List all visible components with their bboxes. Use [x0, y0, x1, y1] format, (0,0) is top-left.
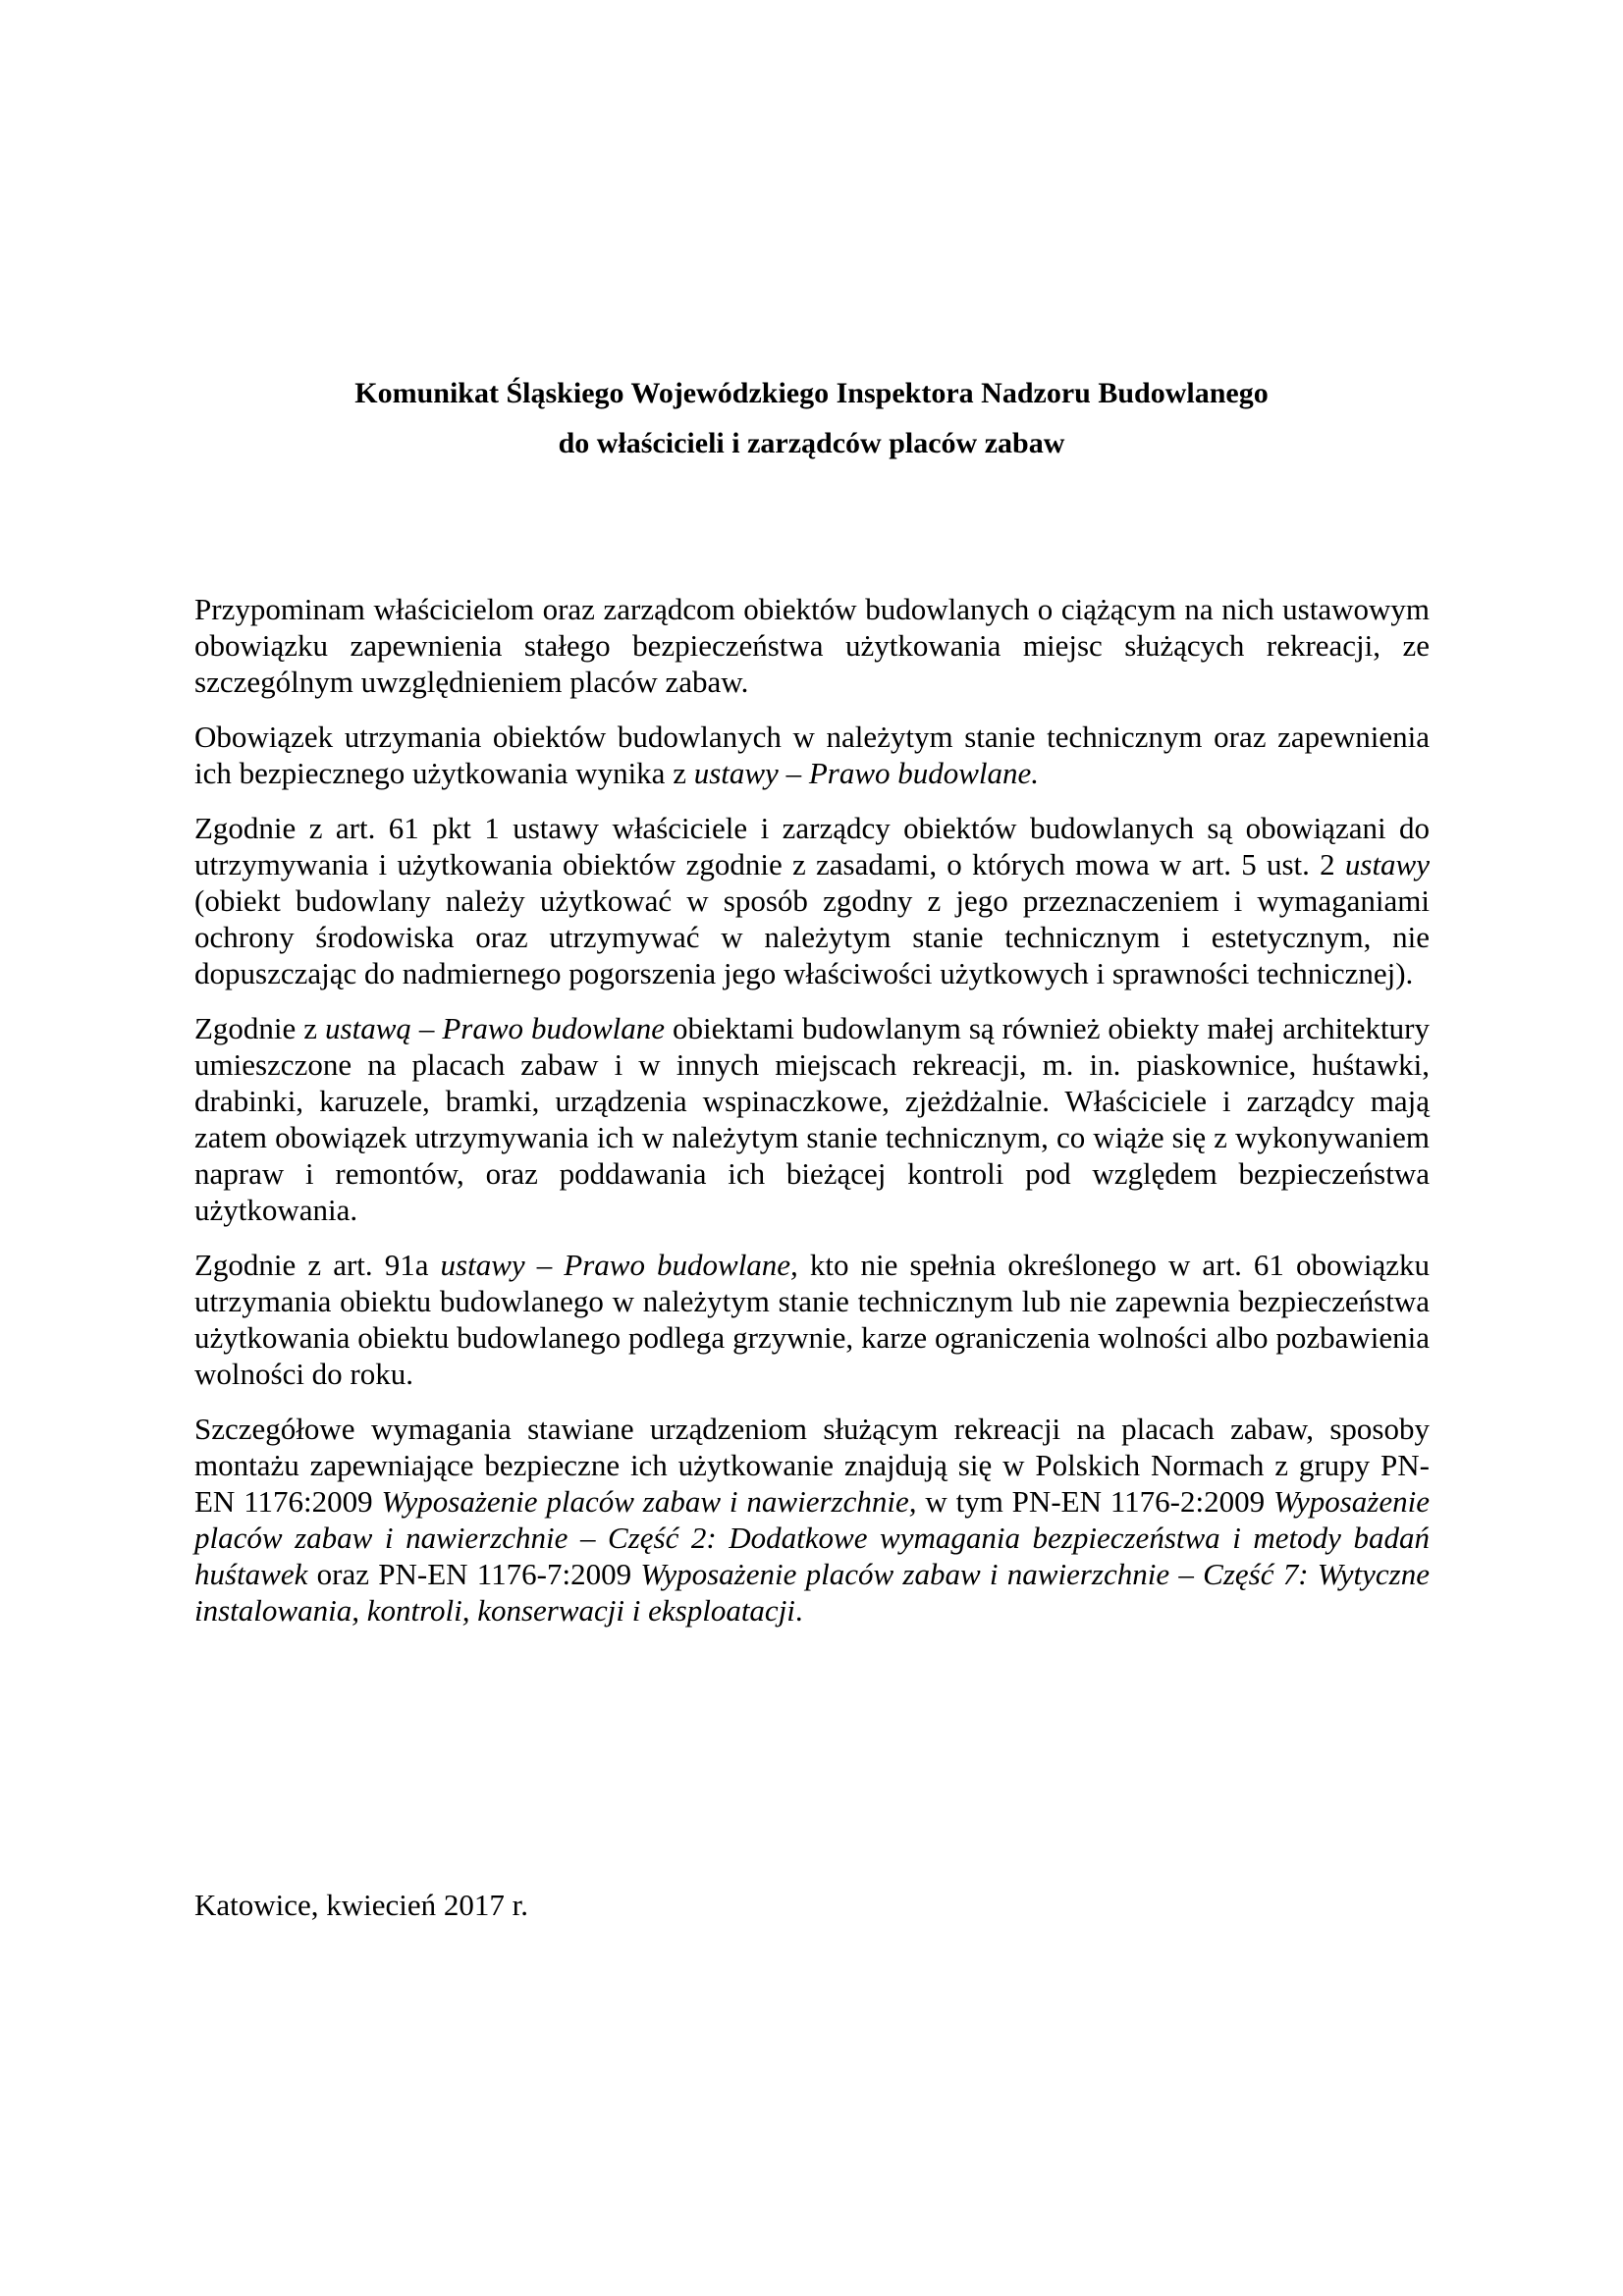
- paragraph-4: [194, 1010, 1430, 1228]
- place-and-date: Katowice, kwiecień 2017 r.: [194, 1888, 529, 1922]
- paragraph-text: Przypominam właścicielom oraz zarządcom obiektów budowlanych o ciążącym na nich ustawowym obowiązku zapewnienia stałego bezpieczeństwa użytkowania miejsc służących rekreacji, ze szczególnym uwzględnieniem placów zabaw.: [194, 592, 1430, 699]
- paragraph-text: .: [794, 1593, 803, 1628]
- paragraph-text: Obowiązek utrzymania obiektów budowlanych w należytym stanie technicznym oraz zapewnienia ich bezpiecznego użytkowania wynika z: [194, 720, 1430, 790]
- standard-title: Wyposażenie placów zabaw i nawierzchnie,: [381, 1484, 917, 1519]
- document-subtitle: do właścicieli i zarządców placów zabaw: [558, 427, 1065, 459]
- statute-reference: ustawy – Prawo budowlane,: [440, 1248, 798, 1282]
- paragraph-1: [194, 591, 1430, 700]
- paragraph-5: [194, 1247, 1430, 1392]
- standard-title: Wyposażenie placów zabaw i nawierzchnie – Część 7: Wytyczne instalowania, kontroli, konserwacji i eksploatacji: [194, 1557, 1431, 1628]
- paragraph-2: [194, 719, 1430, 791]
- statute-reference: ustawy – Prawo budowlane.: [693, 756, 1040, 790]
- paragraph-text: Szczegółowe wymagania stawiane urządzeniom służącym rekreacji na placach zabaw, sposoby montażu zapewniające bezpieczne ich użytkowanie znajdują się w Polskich Normach z grupy PN-EN 1176:2009: [194, 1412, 1430, 1519]
- document-body: [194, 591, 1430, 1629]
- statute-reference: ustawy: [1344, 847, 1430, 881]
- document-title: Komunikat Śląskiego Wojewódzkiego Inspektora Nadzoru Budowlanego: [354, 377, 1269, 409]
- paragraph-text: oraz PN-EN 1176-7:2009: [307, 1557, 641, 1591]
- paragraph-text: Zgodnie z art. 61 pkt 1 ustawy właściciele i zarządcy obiektów budowlanych są obowiązani do utrzymywania i użytkowania obiektów zgodnie z zasadami, o których mowa w art. 5 ust. 2: [194, 811, 1430, 881]
- paragraph-text: Zgodnie z: [194, 1011, 326, 1045]
- paragraph-text: Zgodnie z art. 91a: [194, 1248, 441, 1282]
- paragraph-6: [194, 1411, 1430, 1629]
- standard-title: Wyposażenie placów zabaw i nawierzchnie – Część 2: Dodatkowe wymagania bezpieczeństwa i metody badań huśtawek: [194, 1484, 1430, 1591]
- paragraph-text: w tym PN-EN 1176-2:2009: [916, 1484, 1273, 1519]
- paragraph-3: [194, 810, 1430, 991]
- paragraph-text: obiektami budowlanym są również obiekty małej architektury umieszczone na placach zabaw i w innych miejscach rekreacji, m. in. piaskownice, huśtawki, drabinki, karuzele, bramki, urządzenia wspinaczkowe, zjeżdżalnie. Właściciele i zarządcy mają zatem obowiązek utrzymywania ich w należytym stanie technicznym, co wiąże się z wykonywaniem napraw i remontów, oraz poddawania ich bieżącej kontroli pod względem bezpieczeństwa użytkowania.: [194, 1011, 1430, 1227]
- paragraph-text: kto nie spełnia określonego w art. 61 obowiązku utrzymania obiektu budowlanego w należytym stanie technicznym lub nie zapewnia bezpieczeństwa użytkowania obiektu budowlanego podlega grzywnie, karze ograniczenia wolności albo pozbawienia wolności do roku.: [194, 1248, 1430, 1391]
- statute-reference: ustawą – Prawo budowlane: [325, 1011, 666, 1045]
- paragraph-text: (obiekt budowlany należy użytkować w sposób zgodny z jego przeznaczeniem i wymaganiami ochrony środowiska oraz utrzymywać w należytym stanie technicznym i estetycznym, nie dopuszczając do nadmiernego pogorszenia jego właściwości użytkowych i sprawności technicznej).: [194, 883, 1430, 990]
